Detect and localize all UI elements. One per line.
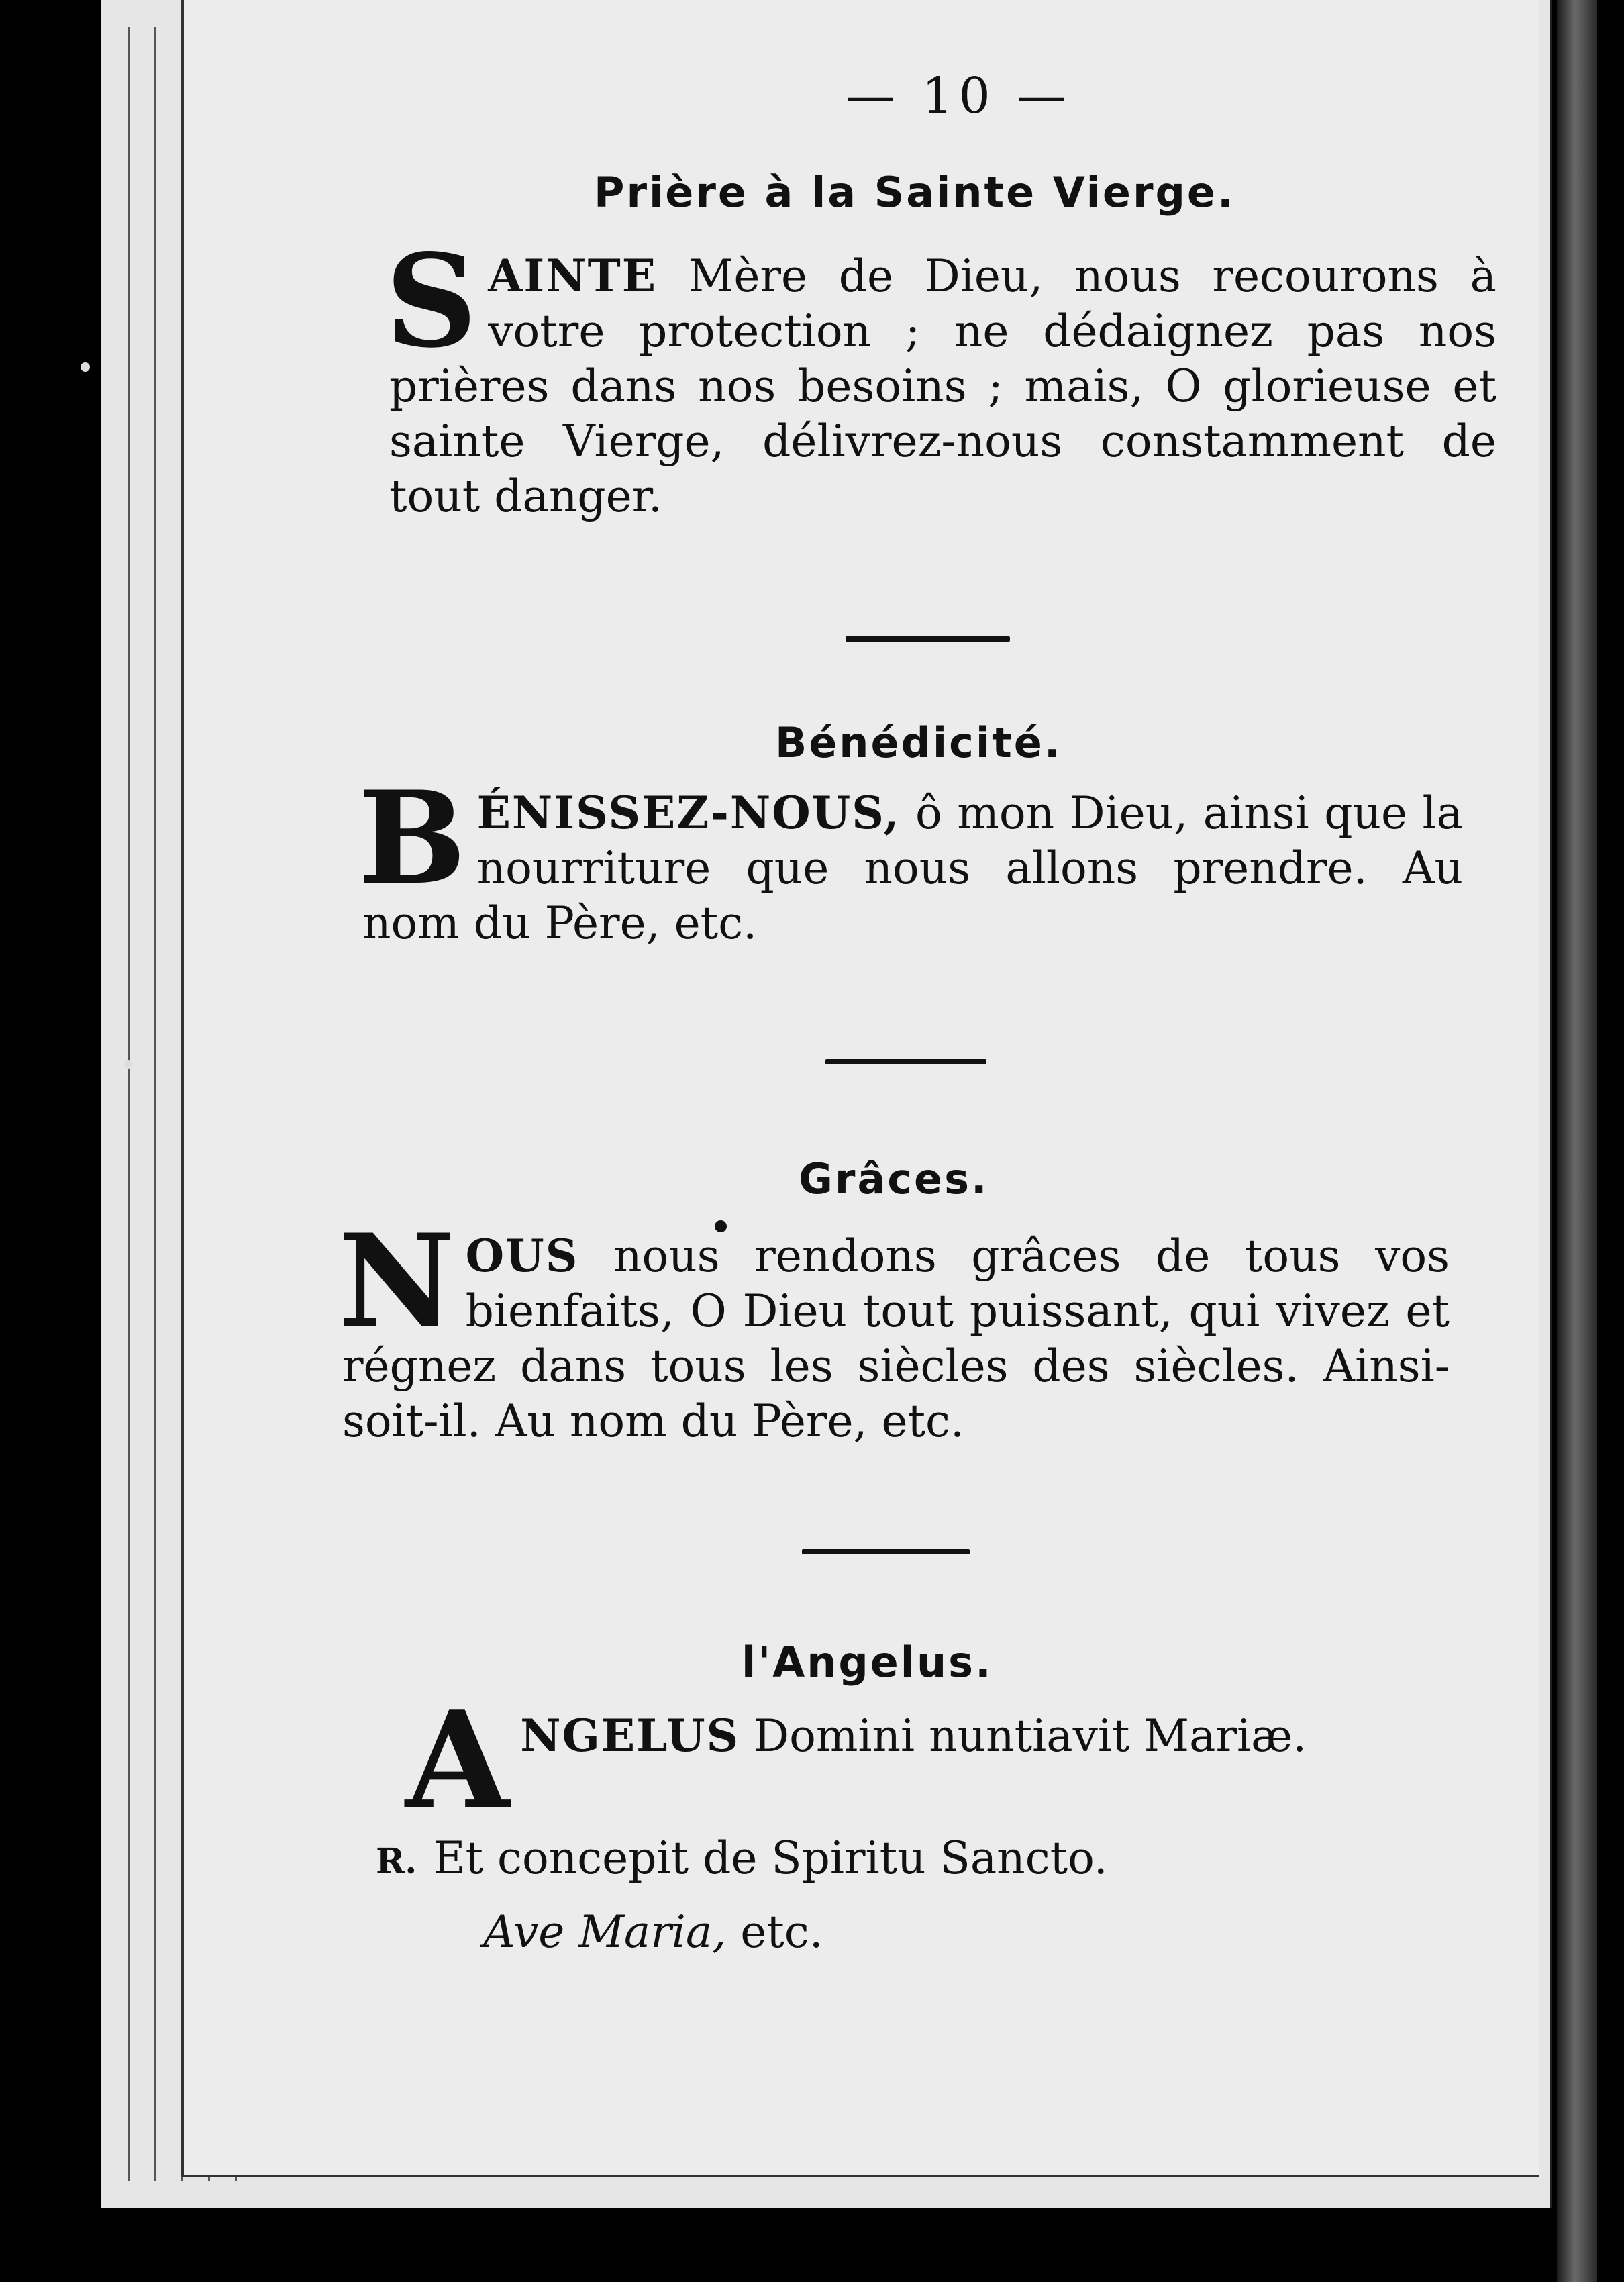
paragraph-text: Mère de Dieu, nous recourons à votre protection ; ne dédaignez pas nos prières dans nos besoins ; mais, O glorieuse et sainte Vierge, délivrez-nous constamment de tout danger. (389, 250, 1496, 522)
speck (81, 362, 90, 372)
ave-maria-text: Ave Maria, (483, 1906, 727, 1958)
page-edge (154, 27, 156, 2181)
drop-cap: B (358, 763, 466, 913)
section-heading: Bénédicité. (775, 718, 1062, 767)
prayer-paragraph (405, 1682, 1416, 1840)
book-binding (1557, 0, 1597, 2282)
prayer-paragraph (385, 226, 1496, 524)
divider-rule (825, 1059, 986, 1064)
paragraph-text: ô mon Dieu, ainsi que la nourriture que nous allons prendre. Au nom du Père, etc. (362, 787, 1463, 949)
divider-rule (802, 1549, 970, 1554)
divider-rule (846, 636, 1010, 642)
lead-word: ÉNISSEZ-NOUS, (476, 787, 901, 839)
lead-word: NGELUS (520, 1709, 740, 1762)
lead-word: AINTE (488, 250, 658, 302)
paragraph-text: nous rendons grâces de tous vos bienfaits, O Dieu tout puissant, qui vivez et régnez dans tous les siècles des siècles. Ainsi-soit-il. Au nom du Père, etc. (342, 1230, 1450, 1447)
drop-cap: N (338, 1206, 455, 1356)
drop-cap: A (405, 1682, 510, 1840)
lead-word: OUS (465, 1230, 579, 1282)
prayer-paragraph (338, 1206, 1450, 1449)
prayer-paragraph (358, 763, 1463, 951)
drop-cap: S (385, 226, 478, 376)
page-edge (128, 27, 130, 2181)
response-mark: R. (376, 1841, 417, 1882)
section-heading: l'Angelus. (742, 1638, 993, 1687)
paragraph-text: Domini nuntiavit Mariæ. (740, 1710, 1307, 1762)
page-number: — 10 — (846, 67, 1072, 125)
section-heading: Grâces. (799, 1154, 989, 1203)
ave-etc-text: etc. (726, 1906, 823, 1958)
response-line (376, 1832, 1108, 1884)
speck (124, 1060, 132, 1069)
response-text: Et concepit de Spiritu Sancto. (433, 1832, 1108, 1884)
ave-line (483, 1906, 823, 1958)
section-heading: Prière à la Sainte Vierge. (594, 168, 1235, 217)
